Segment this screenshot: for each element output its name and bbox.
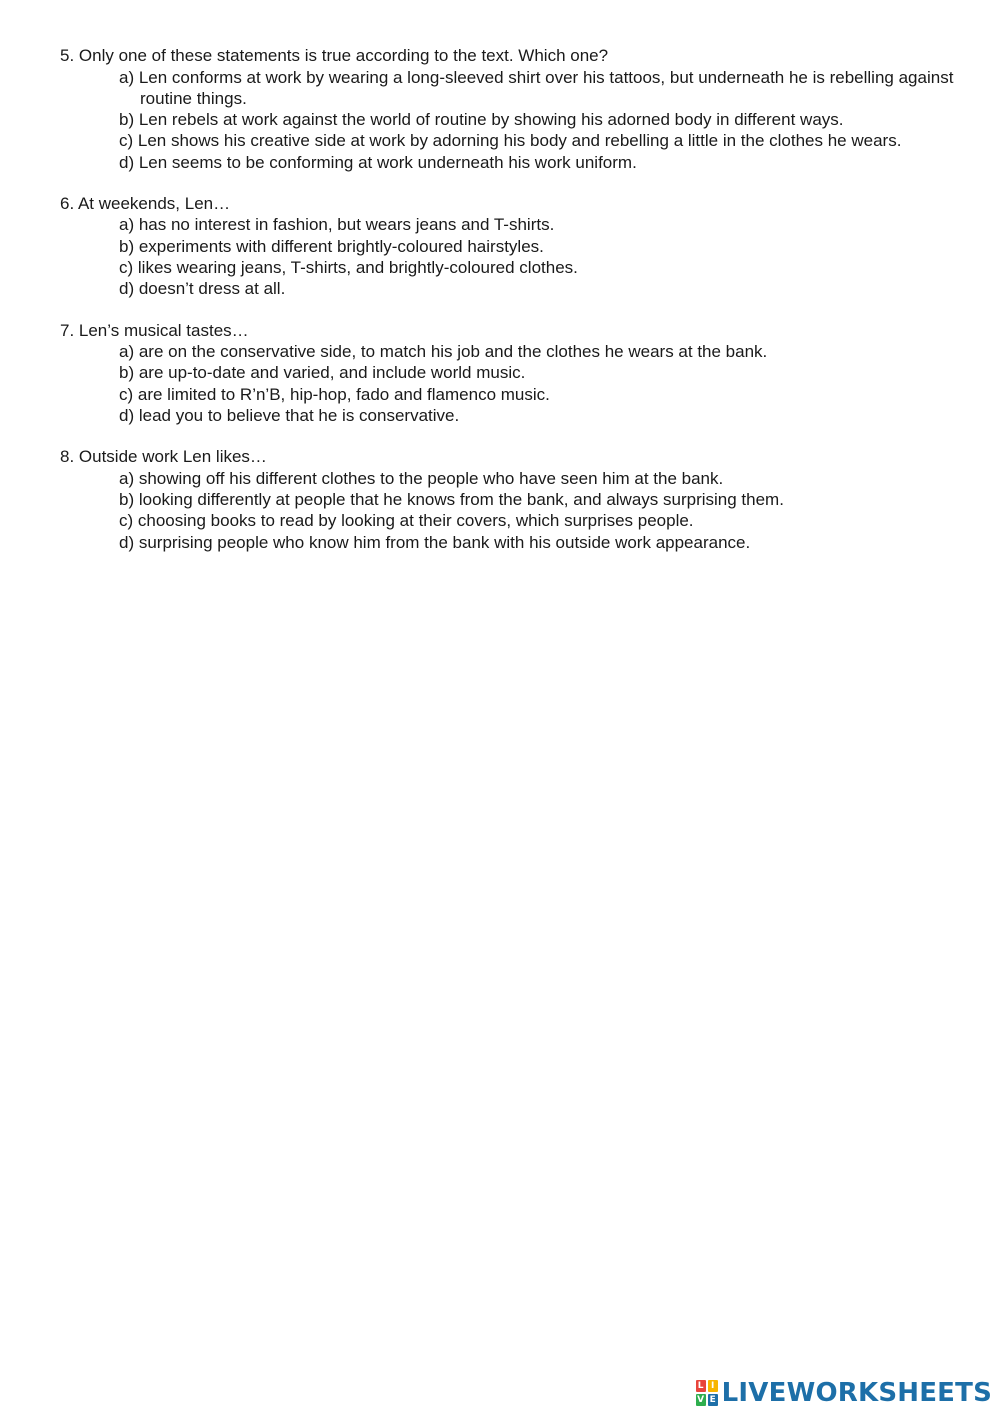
options-list xyxy=(60,67,960,173)
options-list xyxy=(60,341,960,426)
live-logo-icon xyxy=(696,1380,718,1406)
logo-letter-e: E xyxy=(709,1395,716,1405)
brand-name: LIVEWORKSHEETS xyxy=(721,1378,992,1408)
question-6 xyxy=(60,193,960,300)
question-7 xyxy=(60,320,960,427)
option-b: b) are up-to-date and varied, and include world music. xyxy=(119,363,526,383)
question-8 xyxy=(60,446,960,553)
logo-letter-i: I xyxy=(708,1380,718,1392)
liveworksheets-watermark xyxy=(696,1378,992,1408)
option-c: c) are limited to R’n’B, hip-hop, fado and flamenco music. xyxy=(119,384,550,404)
option-a: a) showing off his different clothes to the people who have seen him at the bank. xyxy=(119,468,724,488)
option-b: b) looking differently at people that he knows from the bank, and always surprising them. xyxy=(119,490,784,510)
options-list xyxy=(60,468,960,553)
option-b: b) Len rebels at work against the world of routine by showing his adorned body in different ways. xyxy=(119,110,844,130)
question-text: 5. Only one of these statements is true according to the text. Which one? xyxy=(60,46,609,65)
option-b: b) experiments with different brightly-coloured hairstyles. xyxy=(119,236,544,256)
option-d: d) Len seems to be conforming at work underneath his work uniform. xyxy=(119,152,637,172)
option-a: a) are on the conservative side, to match his job and the clothes he wears at the bank. xyxy=(119,342,768,362)
option-a: a) has no interest in fashion, but wears jeans and T-shirts. xyxy=(119,215,555,235)
option-a: a) Len conforms at work by wearing a long-sleeved shirt over his tattoos, but underneath he is rebelling against routine things. xyxy=(119,67,954,108)
option-d: d) doesn’t dress at all. xyxy=(119,279,286,299)
question-5 xyxy=(60,45,960,173)
question-text: 6. At weekends, Len… xyxy=(60,193,231,213)
worksheet xyxy=(60,45,960,573)
question-text: 8. Outside work Len likes… xyxy=(60,447,267,467)
option-d: d) surprising people who know him from the bank with his outside work appearance. xyxy=(119,532,751,552)
logo-letter-v: V xyxy=(697,1395,705,1405)
question-text: 7. Len’s musical tastes… xyxy=(60,320,249,340)
options-list xyxy=(60,214,960,299)
option-c: c) Len shows his creative side at work by adorning his body and rebelling a little in the clothes he wears. xyxy=(119,131,902,151)
logo-letter-l: L xyxy=(696,1380,706,1392)
option-c: c) choosing books to read by looking at their covers, which surprises people. xyxy=(119,511,694,531)
option-c: c) likes wearing jeans, T-shirts, and brightly-coloured clothes. xyxy=(119,258,578,278)
option-d: d) lead you to believe that he is conservative. xyxy=(119,406,460,426)
